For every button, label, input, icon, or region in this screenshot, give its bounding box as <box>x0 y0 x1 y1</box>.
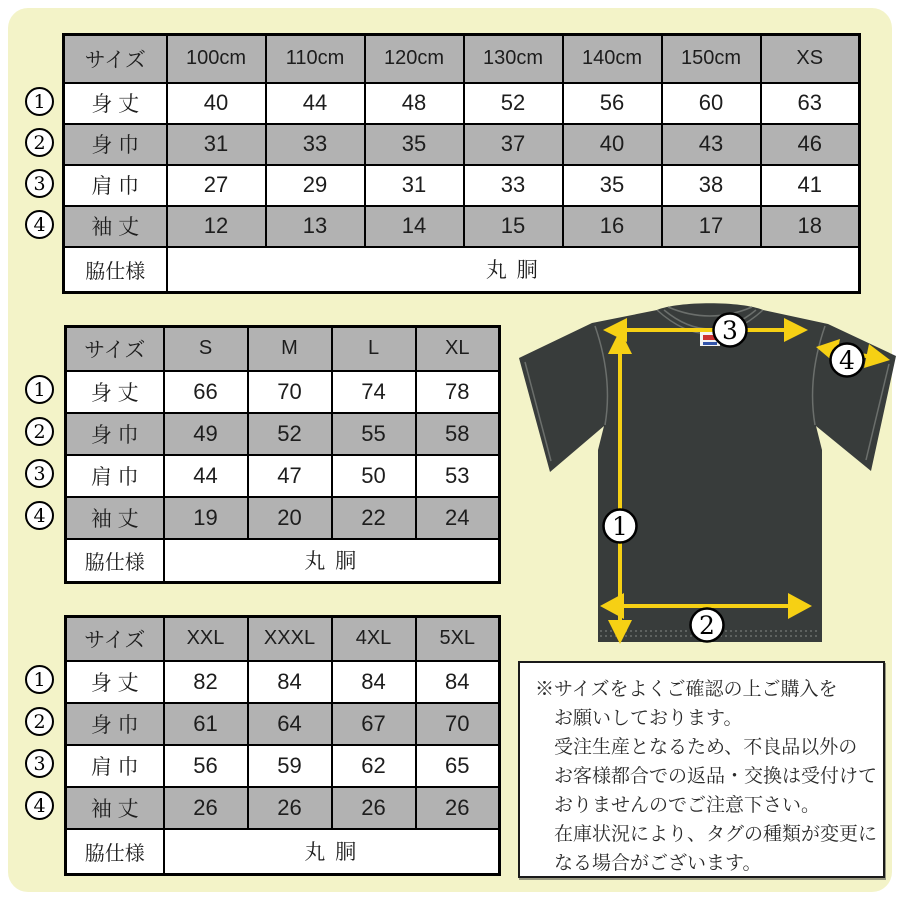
table-row <box>66 661 500 703</box>
kids-size-table <box>62 33 861 294</box>
size-header-cell: XS <box>761 35 860 83</box>
row-number-badge: 2 <box>25 707 54 736</box>
measure-label-cell: 身 巾 <box>64 124 167 165</box>
badge-number: 2 <box>699 611 715 640</box>
table-row <box>64 206 860 247</box>
value-cell: 52 <box>248 413 332 455</box>
notice-line: なる場合がございます。 <box>554 853 762 874</box>
side-spec-label-cell: 脇仕様 <box>66 829 164 875</box>
row-number-badge: 3 <box>25 169 54 198</box>
value-cell: 50 <box>332 455 416 497</box>
value-cell: 27 <box>167 165 266 206</box>
badge-number: 3 <box>722 316 738 345</box>
measure-label-cell: 肩 巾 <box>66 745 164 787</box>
notice-line: お客様都合での返品・交換は受付けて <box>554 766 878 787</box>
table-row <box>66 455 500 497</box>
row-number-badge: 4 <box>25 210 54 239</box>
measure-label-cell: 身 丈 <box>66 661 164 703</box>
value-cell: 40 <box>563 124 662 165</box>
table-row <box>64 165 860 206</box>
value-cell: 26 <box>248 787 332 829</box>
value-cell: 67 <box>332 703 416 745</box>
row-number-badge: 4 <box>25 501 54 530</box>
measure-label-cell: 肩 巾 <box>66 455 164 497</box>
plus-size-table <box>64 615 501 876</box>
notice-line: 在庫状況により、タグの種類が変更に <box>554 824 878 845</box>
value-cell: 29 <box>266 165 365 206</box>
value-cell: 19 <box>164 497 248 539</box>
value-cell: 24 <box>416 497 500 539</box>
value-cell: 53 <box>416 455 500 497</box>
measure-label-cell: 身 丈 <box>66 371 164 413</box>
measure-label-cell: 身 巾 <box>66 413 164 455</box>
table-row <box>66 371 500 413</box>
adult-size-table <box>64 325 501 584</box>
side-spec-value-cell: 丸 胴 <box>164 539 500 583</box>
notice-line: おりませんのでご注意下さい。 <box>554 795 821 816</box>
row-number-badge: 1 <box>25 375 54 404</box>
size-header-cell: XL <box>416 327 500 371</box>
table-row <box>66 703 500 745</box>
value-cell: 31 <box>167 124 266 165</box>
side-spec-label-cell: 脇仕様 <box>66 539 164 583</box>
table-header-row <box>64 35 860 83</box>
value-cell: 16 <box>563 206 662 247</box>
row-number-badge: 2 <box>25 128 54 157</box>
value-cell: 66 <box>164 371 248 413</box>
size-header-cell: M <box>248 327 332 371</box>
badge-number: 1 <box>612 512 628 541</box>
tshirt-diagram <box>510 298 900 662</box>
size-header-cell: サイズ <box>66 327 164 371</box>
size-header-cell: S <box>164 327 248 371</box>
table-header-row <box>66 617 500 661</box>
side-spec-label-cell: 脇仕様 <box>64 247 167 293</box>
notice-line: お願いしております。 <box>554 708 743 729</box>
table-row <box>64 124 860 165</box>
size-header-cell: 110cm <box>266 35 365 83</box>
measure-label-cell: 袖 丈 <box>66 497 164 539</box>
size-header-cell: 5XL <box>416 617 500 661</box>
value-cell: 26 <box>164 787 248 829</box>
value-cell: 44 <box>266 83 365 124</box>
table-row <box>66 787 500 829</box>
value-cell: 63 <box>761 83 860 124</box>
value-cell: 17 <box>662 206 761 247</box>
value-cell: 84 <box>416 661 500 703</box>
value-cell: 59 <box>248 745 332 787</box>
size-header-cell: サイズ <box>64 35 167 83</box>
value-cell: 41 <box>761 165 860 206</box>
value-cell: 38 <box>662 165 761 206</box>
value-cell: 48 <box>365 83 464 124</box>
row-number-badge: 3 <box>25 749 54 778</box>
value-cell: 15 <box>464 206 563 247</box>
size-header-cell: 100cm <box>167 35 266 83</box>
value-cell: 55 <box>332 413 416 455</box>
value-cell: 43 <box>662 124 761 165</box>
value-cell: 49 <box>164 413 248 455</box>
size-header-cell: 150cm <box>662 35 761 83</box>
size-header-cell: XXXL <box>248 617 332 661</box>
value-cell: 47 <box>248 455 332 497</box>
value-cell: 18 <box>761 206 860 247</box>
value-cell: 84 <box>332 661 416 703</box>
value-cell: 78 <box>416 371 500 413</box>
value-cell: 60 <box>662 83 761 124</box>
table-footer-row <box>66 829 500 875</box>
table-row <box>66 745 500 787</box>
value-cell: 14 <box>365 206 464 247</box>
side-spec-value-cell: 丸 胴 <box>167 247 860 293</box>
value-cell: 44 <box>164 455 248 497</box>
size-header-cell: サイズ <box>66 617 164 661</box>
notice-line: ※サイズをよくご確認の上ご購入を <box>535 679 838 700</box>
table-header-row <box>66 327 500 371</box>
size-header-cell: XXL <box>164 617 248 661</box>
value-cell: 35 <box>563 165 662 206</box>
value-cell: 82 <box>164 661 248 703</box>
value-cell: 33 <box>464 165 563 206</box>
row-number-badge: 3 <box>25 459 54 488</box>
value-cell: 52 <box>464 83 563 124</box>
table-row <box>64 83 860 124</box>
measure-label-cell: 肩 巾 <box>64 165 167 206</box>
value-cell: 70 <box>248 371 332 413</box>
size-header-cell: 120cm <box>365 35 464 83</box>
size-header-cell: 130cm <box>464 35 563 83</box>
size-header-cell: 140cm <box>563 35 662 83</box>
value-cell: 74 <box>332 371 416 413</box>
table-row <box>66 413 500 455</box>
value-cell: 40 <box>167 83 266 124</box>
side-spec-value-cell: 丸 胴 <box>164 829 500 875</box>
row-number-badge: 2 <box>25 417 54 446</box>
value-cell: 46 <box>761 124 860 165</box>
table-footer-row <box>64 247 860 293</box>
value-cell: 58 <box>416 413 500 455</box>
value-cell: 35 <box>365 124 464 165</box>
value-cell: 26 <box>416 787 500 829</box>
value-cell: 64 <box>248 703 332 745</box>
value-cell: 56 <box>164 745 248 787</box>
measure-label-cell: 身 丈 <box>64 83 167 124</box>
value-cell: 61 <box>164 703 248 745</box>
value-cell: 62 <box>332 745 416 787</box>
row-number-badge: 4 <box>25 791 54 820</box>
badge-number: 4 <box>839 346 855 375</box>
value-cell: 70 <box>416 703 500 745</box>
size-header-cell: L <box>332 327 416 371</box>
row-number-badge: 1 <box>25 665 54 694</box>
measure-label-cell: 袖 丈 <box>64 206 167 247</box>
value-cell: 31 <box>365 165 464 206</box>
value-cell: 26 <box>332 787 416 829</box>
notice-box <box>518 661 885 878</box>
value-cell: 33 <box>266 124 365 165</box>
table-footer-row <box>66 539 500 583</box>
table-row <box>66 497 500 539</box>
value-cell: 22 <box>332 497 416 539</box>
value-cell: 56 <box>563 83 662 124</box>
measure-label-cell: 袖 丈 <box>66 787 164 829</box>
size-header-cell: 4XL <box>332 617 416 661</box>
value-cell: 65 <box>416 745 500 787</box>
value-cell: 13 <box>266 206 365 247</box>
measure-label-cell: 身 巾 <box>66 703 164 745</box>
value-cell: 37 <box>464 124 563 165</box>
value-cell: 84 <box>248 661 332 703</box>
row-number-badge: 1 <box>25 87 54 116</box>
value-cell: 12 <box>167 206 266 247</box>
notice-line: 受注生産となるため、不良品以外の <box>554 737 858 758</box>
value-cell: 20 <box>248 497 332 539</box>
